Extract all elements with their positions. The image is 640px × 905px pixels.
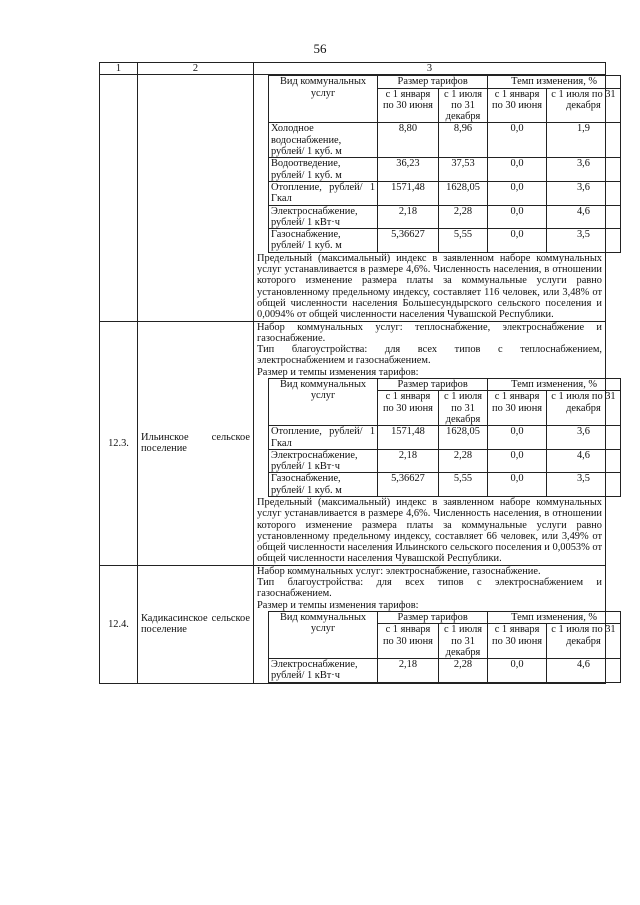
period-header: с 1 января по 30 июня xyxy=(488,88,547,123)
tariff-content-cell xyxy=(254,321,616,565)
tariff-value: 36,23 xyxy=(378,158,439,182)
service-name: Отопление, рублей/ 1 Гкал xyxy=(269,181,378,205)
service-name: Водоотведение, рублей/ 1 куб. м xyxy=(269,158,378,182)
table-row xyxy=(269,426,621,450)
table-row xyxy=(269,659,621,683)
tariff-value: 8,80 xyxy=(378,123,439,158)
tariff-value: 2,28 xyxy=(438,659,487,683)
max-index-paragraph: Предельный (максимальный) индекс в заявленном наборе коммунальных услуг устанавливается в размере 4,6%. Численность населения, в отношении которого изменение размера платы за коммунальные услуги равно установленному предельному индексу, составляет 66 человек, или 3,49% от общей численности населения Ильинского сельского поселения и 0,0053% от общей численности населения Чувашской Республики. xyxy=(257,496,602,565)
main-table xyxy=(99,62,616,684)
tariff-value: 1571,48 xyxy=(378,181,439,205)
tariff-table xyxy=(268,378,621,497)
service-name: Электроснабжение, рублей/ 1 кВт·ч xyxy=(269,449,378,473)
rate-value: 0,0 xyxy=(488,229,547,253)
table-row xyxy=(269,123,621,158)
tariff-value: 8,96 xyxy=(438,123,487,158)
rate-value: 0,0 xyxy=(488,205,547,229)
rate-value: 0,0 xyxy=(488,123,547,158)
rate-value: 0,0 xyxy=(488,426,547,450)
period-header: с 1 января по 30 июня xyxy=(378,391,439,426)
rate-value: 1,9 xyxy=(546,123,620,158)
improvement-type-text: Тип благоустройства: для всех типов с теплоснабжением, электроснабжением и газоснабжением. xyxy=(257,344,602,367)
period-header: с 1 июля по 31 декабря xyxy=(438,88,487,123)
rate-value: 3,5 xyxy=(546,229,620,253)
tariff-value: 2,18 xyxy=(378,659,439,683)
rate-value: 0,0 xyxy=(488,181,547,205)
tariff-value: 5,36627 xyxy=(378,229,439,253)
table-row-continuation xyxy=(100,75,606,321)
table-row xyxy=(269,205,621,229)
service-name: Холодное водоснабжение, рублей/ 1 куб. м xyxy=(269,123,378,158)
service-name: Электроснабжение, рублей/ 1 кВт·ч xyxy=(269,205,378,229)
rate-value: 0,0 xyxy=(488,473,547,497)
service-type-header: Вид коммунальных услуг xyxy=(269,76,378,123)
services-set-text: Набор коммунальных услуг: электроснабжение, газоснабжение. xyxy=(257,565,541,577)
change-rate-header: Темп изменения, % xyxy=(488,611,621,623)
table-row-12-4 xyxy=(100,565,606,683)
service-name: Электроснабжение, рублей/ 1 кВт·ч xyxy=(269,659,378,683)
service-name: Отопление, рублей/ 1 Гкал xyxy=(269,426,378,450)
tariff-value: 2,18 xyxy=(378,449,439,473)
table-row xyxy=(269,181,621,205)
tariff-content-cell xyxy=(254,565,616,683)
tariff-size-header: Размер тарифов xyxy=(378,379,488,391)
tariff-table xyxy=(268,611,621,683)
rate-value: 3,6 xyxy=(546,158,620,182)
table-row xyxy=(269,229,621,253)
change-rate-header: Темп изменения, % xyxy=(488,379,621,391)
column-number-1: 1 xyxy=(100,63,138,75)
table-row xyxy=(269,473,621,497)
table-row-12-3 xyxy=(100,321,606,565)
service-name: Газоснабжение, рублей/ 1 куб. м xyxy=(269,473,378,497)
period-header: с 1 июля по 31 декабря xyxy=(546,391,620,426)
tariff-size-header: Размер тарифов xyxy=(378,76,488,88)
improvement-type-text: Тип благоустройства: для всех типов с электроснабжением и газоснабжением. xyxy=(257,577,602,600)
table-row xyxy=(269,158,621,182)
rate-value: 3,6 xyxy=(546,426,620,450)
column-number-row xyxy=(100,63,606,75)
tariff-content-cell xyxy=(254,75,616,321)
service-name: Газоснабжение, рублей/ 1 куб. м xyxy=(269,229,378,253)
services-set-text: Набор коммунальных услуг: теплоснабжение, электроснабжение и газоснабжение. xyxy=(257,321,602,344)
tariff-value: 2,28 xyxy=(438,449,487,473)
rate-value: 3,5 xyxy=(546,473,620,497)
change-rate-header: Темп изменения, % xyxy=(488,76,621,88)
tariff-value: 5,55 xyxy=(438,229,487,253)
period-header: с 1 июля по 31 декабря xyxy=(438,624,487,659)
tariff-value: 1571,48 xyxy=(378,426,439,450)
tariff-table xyxy=(268,75,621,252)
tariff-value: 2,28 xyxy=(438,205,487,229)
rate-value: 0,0 xyxy=(488,449,547,473)
page-number: 56 xyxy=(313,41,327,56)
settlement-name: Ильинское сельское поселение xyxy=(138,321,254,565)
rate-value: 0,0 xyxy=(488,158,547,182)
rate-value: 0,0 xyxy=(488,659,547,683)
period-header: с 1 июля по 31 декабря xyxy=(546,624,620,659)
tariff-value: 1628,05 xyxy=(438,181,487,205)
tariff-size-header: Размер тарифов xyxy=(378,611,488,623)
settlement-name-cell xyxy=(138,75,254,321)
rate-value: 3,6 xyxy=(546,181,620,205)
service-type-header: Вид коммунальных услуг xyxy=(269,379,378,426)
table-row xyxy=(269,449,621,473)
max-index-paragraph: Предельный (максимальный) индекс в заявленном наборе коммунальных услуг устанавливается в размере 4,6%. Численность населения, в отношении которого изменение размера платы за коммунальные услуги равно установленному предельному индексу, составляет 116 человек, или 3,48% от общей численности населения Большесундырского сельского поселения и 0,0094% от общей численности населения Чувашской Республики. xyxy=(257,252,602,321)
rates-intro-text: Размер и темпы изменения тарифов: xyxy=(257,366,419,378)
column-number-3: 3 xyxy=(254,63,606,75)
tariff-value: 1628,05 xyxy=(438,426,487,450)
row-number: 12.4. xyxy=(100,565,138,683)
period-header: с 1 января по 30 июня xyxy=(378,88,439,123)
settlement-name: Кадикасинское сельское поселение xyxy=(138,565,254,683)
rates-intro-text: Размер и темпы изменения тарифов: xyxy=(257,599,419,611)
period-header: с 1 июля по 31 декабря xyxy=(546,88,620,123)
tariff-value: 5,55 xyxy=(438,473,487,497)
row-number: 12.3. xyxy=(100,321,138,565)
rate-value: 4,6 xyxy=(546,449,620,473)
rate-value: 4,6 xyxy=(546,205,620,229)
tariff-value: 5,36627 xyxy=(378,473,439,497)
tariff-value: 37,53 xyxy=(438,158,487,182)
period-header: с 1 января по 30 июня xyxy=(378,624,439,659)
service-type-header: Вид коммунальных услуг xyxy=(269,611,378,658)
rate-value: 4,6 xyxy=(546,659,620,683)
row-number-cell xyxy=(100,75,138,321)
period-header: с 1 января по 30 июня xyxy=(488,624,547,659)
period-header: с 1 июля по 31 декабря xyxy=(438,391,487,426)
period-header: с 1 января по 30 июня xyxy=(488,391,547,426)
tariff-value: 2,18 xyxy=(378,205,439,229)
column-number-2: 2 xyxy=(138,63,254,75)
